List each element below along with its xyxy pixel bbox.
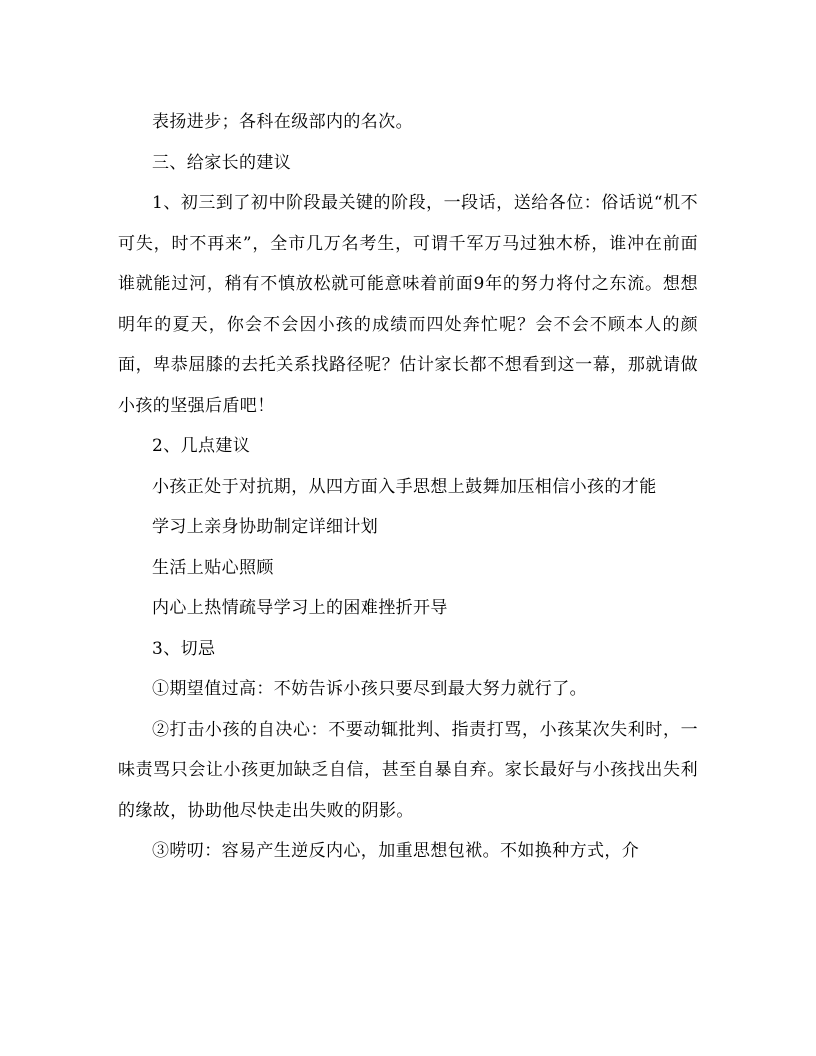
paragraph-advice-1: 1、初三到了初中阶段最关键的阶段，一段话，送给各位：俗话说“机不可失，时不再来”，全市几万名考生，可谓千军万马过独木桥，谁冲在前面谁就能过河，稍有不慎放松就可能意味着前面9年的努力将付之东流。想想明年的夏天，你会不会因小孩的成绩而四处奔忙呢？会不会不顾本人的颜面，卑恭屈膝的去托关系找路径呢？估计家长都不想看到这一幕，那就请做小孩的坚强后盾吧！ bbox=[118, 193, 698, 416]
section-heading-parent-advice: 三、给家长的建议 bbox=[152, 152, 292, 173]
document-body bbox=[118, 102, 698, 872]
paragraph-taboo-1: ①期望值过高：不妨告诉小孩只要尽到最大努力就行了。 bbox=[152, 679, 587, 699]
paragraph-suggestion-mind: 内心上热情疏导学习上的困难挫折开导 bbox=[152, 598, 448, 618]
paragraph-suggestion-intro: 小孩正处于对抗期，从四方面入手思想上鼓舞加压相信小孩的才能 bbox=[152, 476, 657, 497]
paragraph-taboo-2: ②打击小孩的自决心：不要动辄批判、指责打骂，小孩某次失利时，一味责骂只会让小孩更加缺乏自信，甚至自暴自弃。家长最好与小孩找出失利的缘故，协助他尽快走出失败的阴影。 bbox=[118, 719, 698, 821]
paragraph-praise-progress: 表扬进步；各科在级部内的名次。 bbox=[152, 112, 413, 132]
subheading-taboos: 3、切忌 bbox=[152, 638, 216, 659]
subheading-suggestions: 2、几点建议 bbox=[152, 436, 251, 456]
paragraph-taboo-3: ③唠叨：容易产生逆反内心，加重思想包袱。不如换种方式，介 bbox=[152, 841, 640, 861]
paragraph-suggestion-life: 生活上贴心照顾 bbox=[152, 557, 274, 578]
paragraph-suggestion-study: 学习上亲身协助制定详细计划 bbox=[152, 517, 379, 537]
